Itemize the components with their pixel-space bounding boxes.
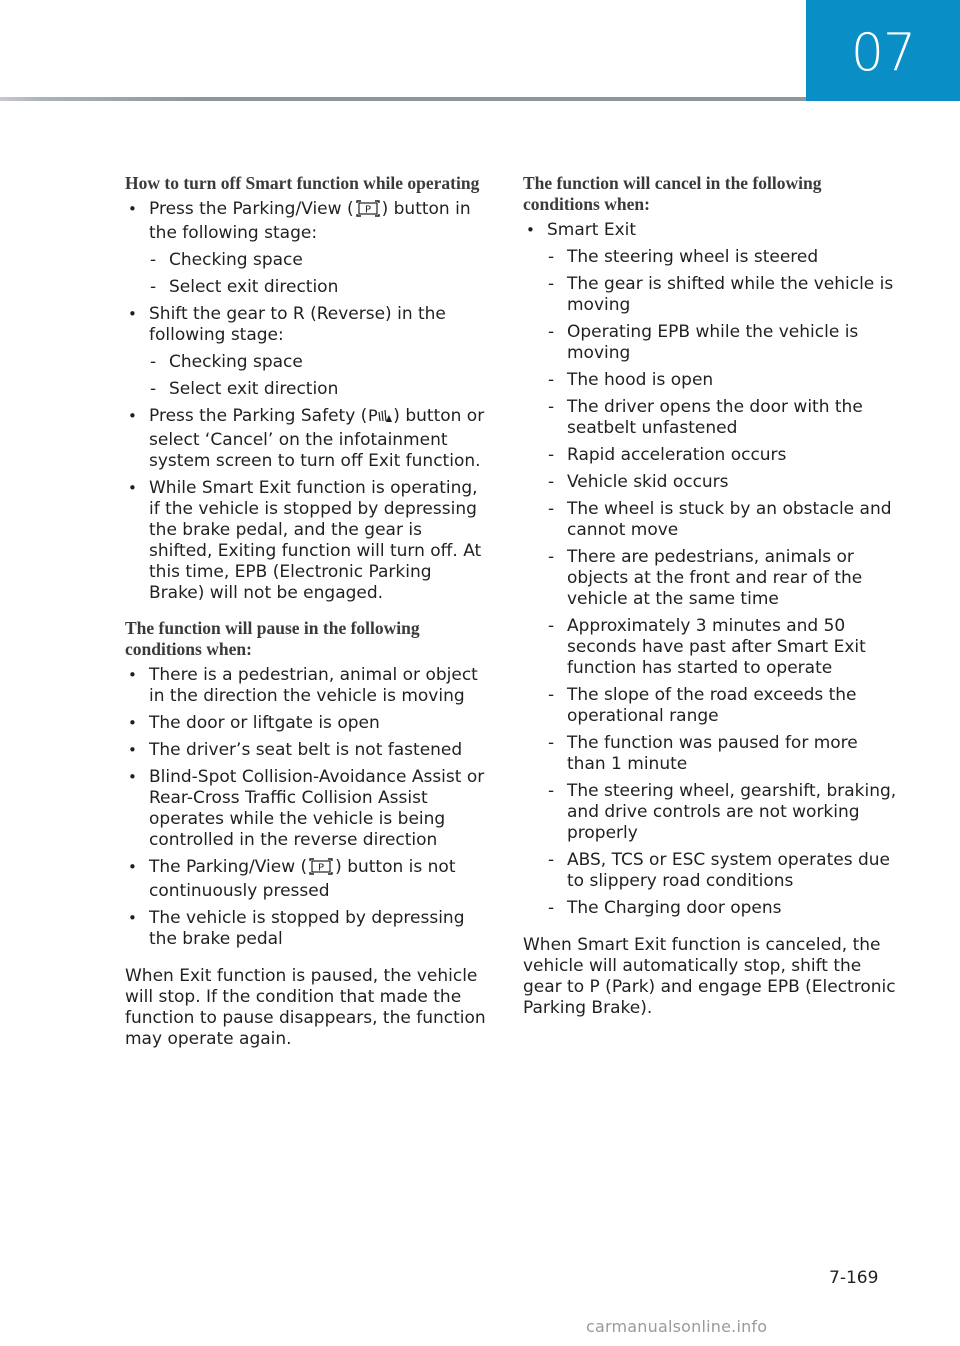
list-item: • There is a pedestrian, animal or object in the direction the vehicle is moving [125,665,490,707]
right-column [523,173,898,1019]
sub-list-item: - Checking space [149,352,490,373]
cancel-paragraph: When Smart Exit function is canceled, the vehicle will automatically stop, shift the gear to P (Park) and engage EPB (Electronic Parking Brake). [523,935,896,1018]
sub-list-item: - The steering wheel, gearshift, braking, and drive controls are not working properly [547,781,898,844]
list-item: • Press the Parking Safety ( P ) button or select ‘Cancel’ on the infotainment system screen to turn off Exit function. [125,406,490,472]
svg-text:P: P [368,406,378,424]
left-column [125,173,490,1050]
sub-list-item: - Vehicle skid occurs [547,472,898,493]
svg-text:P: P [364,204,371,216]
chapter-tab [806,0,960,101]
watermark: carmanualsonline.info [586,1317,768,1336]
sub-list-item: - The driver opens the door with the seatbelt unfastened [547,397,898,439]
sub-list-item: - The slope of the road exceeds the operational range [547,685,898,727]
list-item: • The vehicle is stopped by depressing the brake pedal [125,908,490,950]
section-heading-cancel: The function will cancel in the following conditions when: [523,173,822,214]
turn-off-list [125,199,490,604]
header-rule [0,97,806,101]
section-heading-pause: The function will pause in the following conditions when: [125,618,420,659]
sub-list-item: - ABS, TCS or ESC system operates due to slippery road conditions [547,850,898,892]
list-item: • The driver’s seat belt is not fastened [125,740,490,761]
sub-list-item: - Approximately 3 minutes and 50 seconds have past after Smart Exit function has started to operate [547,616,898,679]
sub-list-item: - Select exit direction [149,379,490,400]
sub-list-item: - The gear is shifted while the vehicle is moving [547,274,898,316]
list-item: • Press the Parking/View ( P ) button in the following stage: - Checking space - Select exit direction [125,199,490,298]
sub-list-item: - Checking space [149,250,490,271]
cancel-list [523,220,898,919]
sub-list-item: - The wheel is stuck by an obstacle and cannot move [547,499,898,541]
list-item: • Smart Exit - The steering wheel is steered - The gear is shifted while the vehicle is moving - Operating EPB while the vehicle is moving - The hood is open - The driver opens the door with the seatbelt unfastened - Rapid acceleration occurs - Vehicle skid occurs - The wheel is stuck by an obstacle and cannot move - There are pedestrians, animals or objects at the front and rear of the vehicle at the same time - Approximately 3 minutes and 50 seconds have past after Smart Exit function has started to operate - The slope of the road exceeds the operational range - The function was paused for more than 1 minute - The steering wheel, gearshift, braking, and drive controls are not working properly - ABS, TCS or ESC system operates due to slippery road conditions - The Charging door opens [523,220,898,919]
sub-list-item: - Select exit direction [149,277,490,298]
page-number: 7-169 [829,1268,879,1288]
sub-list-item: - Rapid acceleration occurs [547,445,898,466]
section-heading-turn-off: How to turn off Smart function while operating [125,173,480,193]
parking-view-button-icon [355,200,381,223]
sub-list-item: - The steering wheel is steered [547,247,898,268]
list-item: • The door or liftgate is open [125,713,490,734]
list-item: • Shift the gear to R (Reverse) in the following stage: - Checking space - Select exit direction [125,304,490,400]
parking-safety-icon [368,406,392,430]
sub-list-item: - The hood is open [547,370,898,391]
sub-list-item: - The function was paused for more than 1 minute [547,733,898,775]
sub-list-item: - Operating EPB while the vehicle is moving [547,322,898,364]
chapter-number: 07 [850,22,916,83]
parking-view-button-icon [308,858,334,881]
svg-text:P: P [318,862,325,874]
list-item: • Blind-Spot Collision-Avoidance Assist or Rear-Cross Traffic Collision Assist operates while the vehicle is being controlled in the reverse direction [125,767,490,851]
list-item: • While Smart Exit function is operating, if the vehicle is stopped by depressing the brake pedal, and the gear is shifted, Exiting function will turn off. At this time, EPB (Electronic Parking Brake) will not be engaged. [125,478,490,604]
sub-list-item: - The Charging door opens [547,898,898,919]
pause-paragraph: When Exit function is paused, the vehicle will stop. If the condition that made the function to pause disappears, the function may operate again. [125,966,486,1049]
pause-list [125,665,490,950]
sub-list-item: - There are pedestrians, animals or objects at the front and rear of the vehicle at the same time [547,547,898,610]
list-item: • The Parking/View ( P ) button is not continuously pressed [125,857,490,902]
